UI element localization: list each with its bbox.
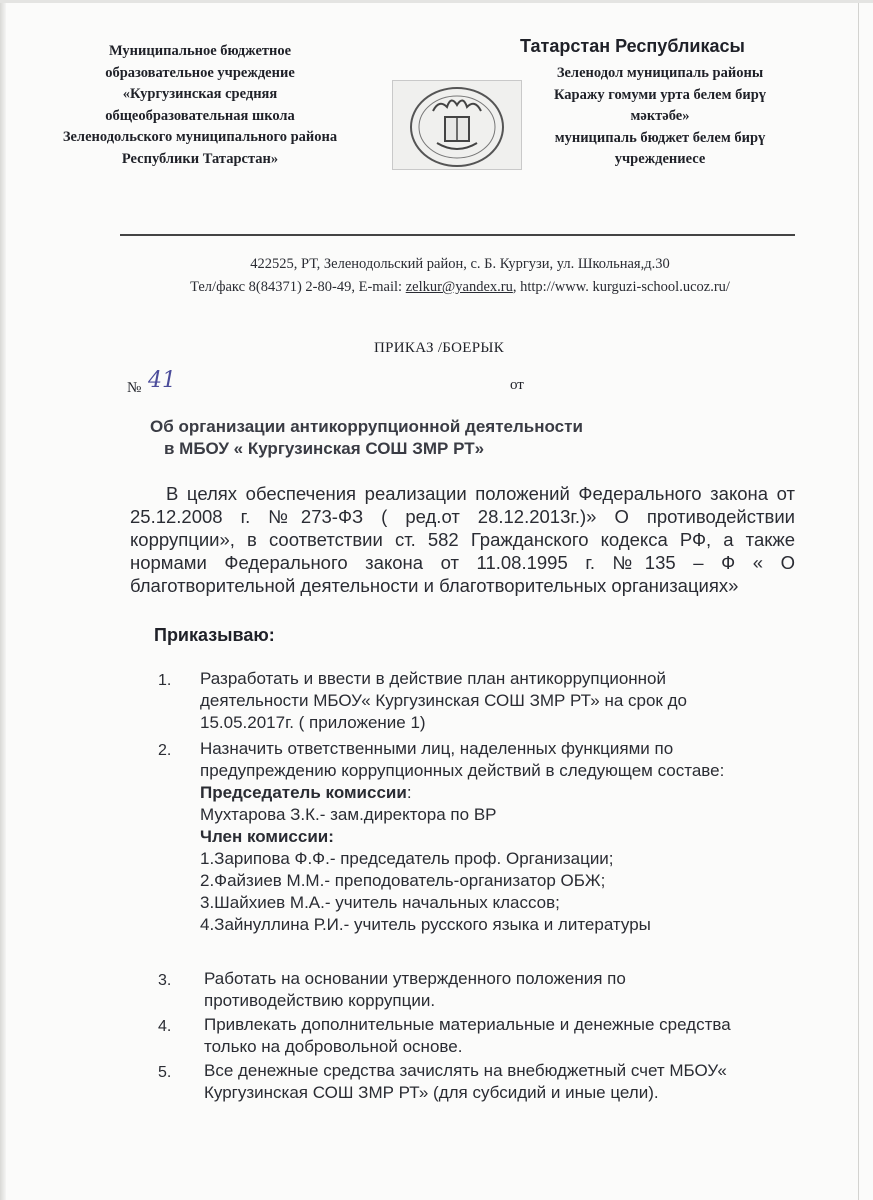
item-line: деятельности МБОУ« Кургузинская СОШ ЗМР РТ» на срок до	[200, 691, 687, 710]
item-line: только на добровольной основе.	[204, 1037, 463, 1056]
header-left-line: «Кургузинская средняя	[122, 86, 278, 102]
commission-chair-label: Председатель комиссии	[200, 783, 407, 802]
header-right-line: мәктәбе»	[630, 108, 690, 124]
item-line: Работать на основании утвержденного положения по	[204, 969, 626, 988]
school-emblem-logo	[392, 80, 522, 170]
website-text: , http://www. kurguzi-school.ucoz.ru/	[512, 279, 730, 295]
header-right-line: Каражу гомуми урта белем бирү	[553, 86, 767, 103]
order-items-list	[158, 668, 798, 1108]
commission-member: 1.Зарипова Ф.Ф.- председатель проф. Организации;	[200, 849, 614, 868]
item-line: Назначить ответственными лиц, наделенных функциями по	[200, 739, 674, 758]
order-item-1	[200, 668, 687, 734]
order-item-4	[204, 1014, 731, 1058]
item-number: 1.	[158, 672, 172, 689]
subject-line: Об организации антикоррупционной деятельности	[150, 417, 583, 436]
header-left-line: Муниципальное бюджетное	[108, 43, 292, 59]
item-line: Разработать и ввести в действие план антикоррупционной	[200, 669, 667, 688]
commission-member: 3.Шайхиев М.А.- учитель начальных классов;	[200, 893, 560, 912]
item-line: Кургузинская СОШ ЗМР РТ» (для субсидий и иные цели).	[204, 1083, 659, 1102]
emblem-icon	[393, 81, 521, 169]
address-line-2	[80, 279, 840, 296]
header-right-line: муниципаль бюджет белем бирү	[554, 129, 766, 146]
header-right	[520, 63, 800, 171]
commission-chair: Мухтарова З.К.- зам.директора по ВР	[200, 805, 497, 824]
address-line-1: 422525, РТ, Зеленодольский район, с. Б. Кургузи, ул. Школьная,д.30	[250, 256, 670, 272]
commission-chair-heading	[200, 782, 724, 804]
scan-edge-left	[0, 0, 6, 1200]
item-line: Все денежные средства зачислять на внебюджетный счет МБОУ«	[204, 1061, 727, 1080]
scan-edge-right	[858, 0, 859, 1200]
header-left-line: Республики Татарстан»	[121, 150, 279, 167]
header-left-line: Зеленодольского муниципального района	[62, 129, 338, 145]
subject-line: в МБОУ « Кургузинская СОШ ЗМР РТ»	[164, 439, 485, 458]
email-link[interactable]: zelkur@yandex.ru	[405, 279, 513, 295]
item-line: Привлекать дополнительные материальные и денежные средства	[204, 1015, 731, 1034]
header-right-line: Зеленодол муниципаль районы	[556, 65, 764, 81]
item-line: противодействию коррупции.	[204, 991, 436, 1010]
order-directive-word: Приказываю:	[154, 625, 275, 645]
order-subject	[150, 416, 710, 460]
preamble-line: 25.12.2008 г. №273-ФЗ ( ред.от 28.12.2013г.)» О противодействии	[130, 506, 795, 527]
order-date-label: от	[510, 377, 524, 393]
preamble-line: коррупции», в соответствии ст. 582 Гражданского кодекса РФ, а также	[130, 529, 795, 550]
order-number-handwritten: 41	[148, 368, 176, 393]
commission-member: 2.Файзиев М.М.- преподователь-организатор ОБЖ;	[200, 871, 606, 890]
commission-members-label: Член комиссии:	[200, 827, 334, 846]
order-number-label: №	[127, 380, 142, 396]
scan-edge-top	[0, 0, 873, 3]
header-divider	[120, 234, 795, 236]
preamble-line: благотворительной деятельности и благотворительных организациях»	[130, 575, 739, 596]
item-line: 15.05.2017г. ( приложение 1)	[200, 713, 426, 732]
phone-email-label: Тел/факс 8(84371) 2-80-49, E-mail:	[190, 279, 406, 295]
order-item-5	[204, 1060, 727, 1104]
preamble-line: нормами Федерального закона от 11.08.1995 г. №135 – Ф « О	[130, 552, 795, 573]
header-right-title: Татарстан Республикасы	[520, 36, 745, 56]
item-number: 4.	[158, 1018, 172, 1035]
preamble-line: В целях обеспечения реализации положений Федерального закона от	[166, 483, 795, 504]
item-number: 5.	[158, 1064, 172, 1081]
header-left-line: общеобразовательная школа	[105, 107, 295, 124]
order-item-2	[200, 738, 724, 936]
order-preamble	[130, 482, 795, 597]
header-right-line: учреждениесе	[614, 151, 706, 167]
order-item-3	[204, 968, 626, 1012]
order-title: ПРИКАЗ /БОЕРЫК	[374, 340, 505, 356]
item-number: 2.	[158, 742, 172, 759]
header-left-line: образовательное учреждение	[105, 64, 295, 81]
header-left	[20, 41, 380, 170]
commission-chair-colon: :	[406, 783, 412, 802]
commission-member: 4.Зайнуллина Р.И.- учитель русского языка и литературы	[200, 915, 651, 934]
item-number: 3.	[158, 972, 172, 989]
item-line: предупреждению коррупционных действий в следующем составе:	[200, 761, 725, 780]
